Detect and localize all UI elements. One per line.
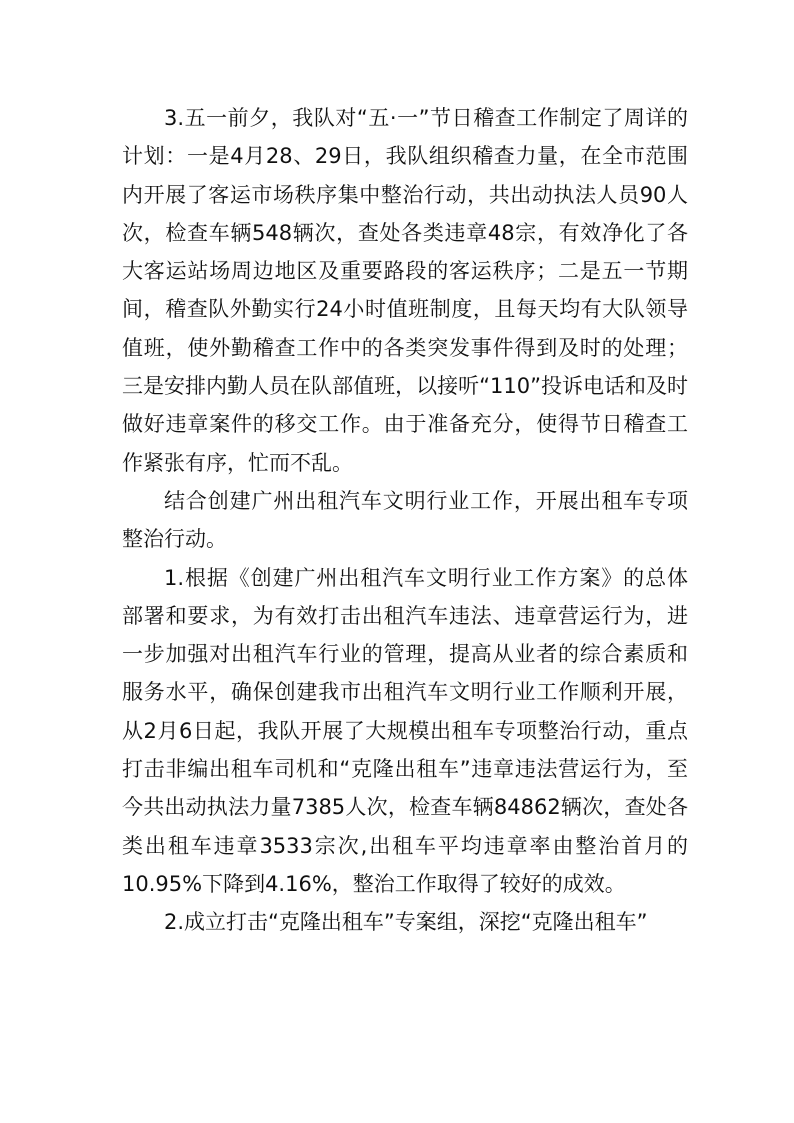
document-body	[122, 99, 688, 942]
paragraph-taxi-campaign-heading: 结合创建广州出租汽车文明行业工作，开展出租车专项整治行动。	[122, 488, 688, 552]
paragraph-clone-taxi-task-force: 2.成立打击“克隆出租车”专案组，深挖“克隆出租车”	[164, 910, 648, 935]
paragraph-holiday-inspection: 3.五一前夕，我队对“五·一”节日稽查工作制定了周详的计划：一是4月28、29日，我队组织稽查力量，在全市范围内开展了客运市场秩序集中整治行动，共出动执法人员90人次，检查车辆548辆次，查处各类违章48宗，有效净化了各大客运站场周边地区及重要路段的客运秩序；二是五一节期间，稽查队外勤实行24小时值班制度，且每天均有大队领导值班，使外勤稽查工作中的各类突发事件得到及时的处理；三是安排内勤人员在队部值班，以接听“110”投诉电话和及时做好违章案件的移交工作。由于准备充分，使得节日稽查工作紧张有序，忙而不乱。	[122, 106, 688, 475]
paragraph-taxi-rectification: 1.根据《创建广州出租汽车文明行业工作方案》的总体部署和要求，为有效打击出租汽车违法、违章营运行为，进一步加强对出租汽车行业的管理，提高从业者的综合素质和服务水平，确保创建我市出租汽车文明行业工作顺利开展，从2月6日起，我队开展了大规模出租车专项整治行动，重点打击非编出租车司机和“克隆出租车”违章违法营运行为，至今共出动执法力量7385人次，检查车辆84862辆次，查处各类出租车违章3533宗次,出租车平均违章率由整治首月的10.95%下降到4.16%，整治工作取得了较好的成效。	[122, 565, 688, 896]
